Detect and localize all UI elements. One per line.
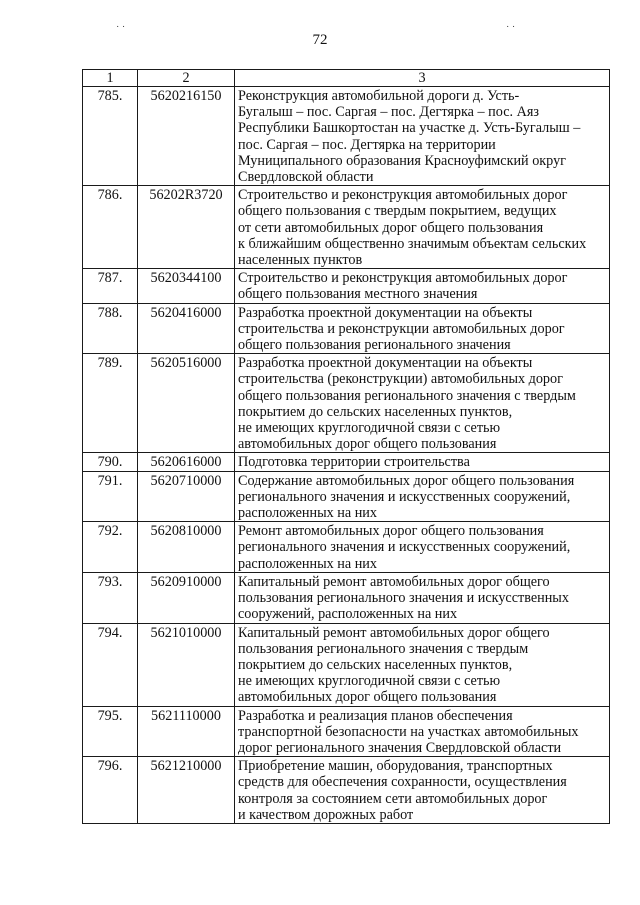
- row-number: 787.: [83, 269, 138, 303]
- table-row: [83, 186, 610, 269]
- scan-mark-left: ˙ ˙: [116, 25, 126, 36]
- row-number: 786.: [83, 186, 138, 269]
- table-row: [83, 354, 610, 453]
- description-line: Разработка проектной документации на объекты: [238, 304, 533, 321]
- table-body: [83, 87, 610, 824]
- description-line: к ближайшим общественно значимым объектам сельских: [238, 235, 587, 252]
- description-line: сооружений, расположенных на них: [238, 606, 458, 623]
- description-line: строительства и реконструкции автомобильных дорог: [238, 320, 565, 337]
- row-description: [235, 453, 610, 471]
- row-description: [235, 706, 610, 757]
- row-number: 792.: [83, 522, 138, 573]
- description-line: расположенных на них: [238, 505, 377, 522]
- description-line: Разработка проектной документации на объекты: [238, 355, 533, 372]
- description-line: общего пользования регионального значения: [238, 337, 511, 354]
- row-number: 785.: [83, 87, 138, 186]
- table-row: [83, 757, 610, 824]
- scan-mark-right: ˙ ˙: [506, 25, 516, 36]
- description-line: автомобильных дорог общего пользования: [238, 436, 497, 453]
- row-description: [235, 354, 610, 453]
- description-line: Приобретение машин, оборудования, транспортных: [238, 758, 553, 775]
- description-line: не имеющих круглогодичной связи с сетью: [238, 673, 501, 690]
- row-description: [235, 522, 610, 573]
- description-line: Реконструкция автомобильной дороги д. Усть-: [238, 88, 520, 104]
- row-description: [235, 269, 610, 303]
- row-number: 795.: [83, 706, 138, 757]
- description-line: Муниципального образования Красноуфимский округ: [238, 152, 566, 169]
- row-number: 794.: [83, 623, 138, 706]
- row-description: [235, 471, 610, 522]
- row-number: 793.: [83, 572, 138, 623]
- description-line: и качеством дорожных работ: [238, 806, 414, 823]
- table-row: [83, 453, 610, 471]
- table-row: [83, 303, 610, 354]
- description-line: автомобильных дорог общего пользования: [238, 689, 497, 706]
- description-line: покрытием до сельских населенных пунктов,: [238, 656, 513, 673]
- description-line: Строительство и реконструкция автомобильных дорог: [238, 270, 568, 287]
- description-line: контроля за состоянием сети автомобильных дорог: [238, 790, 548, 807]
- row-description: [235, 186, 610, 269]
- description-line: пос. Саргая – пос. Дегтярка на территории: [238, 136, 496, 153]
- description-line: Свердловской области: [238, 169, 374, 186]
- row-description: [235, 623, 610, 706]
- description-line: расположенных на них: [238, 555, 377, 572]
- description-line: пользования регионального значения с твердым: [238, 640, 529, 657]
- description-line: Подготовка территории строительства: [238, 454, 470, 471]
- row-code: 5621010000: [138, 623, 235, 706]
- page-number: 72: [312, 32, 328, 48]
- description-line: регионального значения и искусственных сооружений,: [238, 539, 571, 556]
- column-header-description: 3: [235, 70, 610, 87]
- row-code: 5620616000: [138, 453, 235, 471]
- table-row: [83, 522, 610, 573]
- row-code: 5621210000: [138, 757, 235, 824]
- row-description: [235, 572, 610, 623]
- description-line: строительства (реконструкции) автомобильных дорог: [238, 371, 563, 388]
- row-description: [235, 87, 610, 186]
- description-line: Капитальный ремонт автомобильных дорог общего: [238, 573, 550, 590]
- row-description: [235, 757, 610, 824]
- row-code: 5620910000: [138, 572, 235, 623]
- budget-classification-table: [82, 69, 610, 824]
- table-row: [83, 471, 610, 522]
- row-code: 5620344100: [138, 269, 235, 303]
- row-code: 5621110000: [138, 706, 235, 757]
- table-header-row: [83, 70, 610, 87]
- table-row: [83, 269, 610, 303]
- row-number: 789.: [83, 354, 138, 453]
- description-line: дорог регионального значения Свердловской области: [238, 739, 562, 756]
- description-line: средств для обеспечения сохранности, осуществления: [238, 774, 567, 791]
- table-row: [83, 87, 610, 186]
- table-row: [83, 623, 610, 706]
- row-code: 5620516000: [138, 354, 235, 453]
- row-number: 791.: [83, 471, 138, 522]
- description-line: не имеющих круглогодичной связи с сетью: [238, 420, 501, 437]
- row-code: 5620216150: [138, 87, 235, 186]
- description-line: Строительство и реконструкция автомобильных дорог: [238, 187, 568, 204]
- description-line: покрытием до сельских населенных пунктов,: [238, 403, 513, 420]
- description-line: Бугалыш – пос. Саргая – пос. Дегтярка – пос. Аяз: [238, 104, 539, 121]
- description-line: транспортной безопасности на участках автомобильных: [238, 723, 579, 740]
- description-line: пользования регионального значения и искусственных: [238, 590, 569, 607]
- description-line: Разработка и реализация планов обеспечения: [238, 707, 513, 724]
- row-code: 5620710000: [138, 471, 235, 522]
- description-line: общего пользования регионального значения с твердым: [238, 387, 576, 404]
- table-row: [83, 572, 610, 623]
- column-header-code: 2: [138, 70, 235, 87]
- row-code: 5620810000: [138, 522, 235, 573]
- description-line: Содержание автомобильных дорог общего пользования: [238, 472, 575, 489]
- description-line: от сети автомобильных дорог общего пользования: [238, 219, 544, 236]
- column-header-number: 1: [83, 70, 138, 87]
- row-description: [235, 303, 610, 354]
- row-number: 788.: [83, 303, 138, 354]
- description-line: общего пользования с твердым покрытием, ведущих: [238, 203, 557, 220]
- description-line: Республики Башкортостан на участке д. Усть-Бугалыш –: [238, 120, 581, 137]
- row-number: 790.: [83, 453, 138, 471]
- description-line: населенных пунктов: [238, 252, 363, 269]
- row-code: 56202R3720: [138, 186, 235, 269]
- row-number: 796.: [83, 757, 138, 824]
- description-line: Капитальный ремонт автомобильных дорог общего: [238, 624, 550, 641]
- description-line: Ремонт автомобильных дорог общего пользования: [238, 523, 544, 540]
- description-line: регионального значения и искусственных сооружений,: [238, 488, 571, 505]
- row-code: 5620416000: [138, 303, 235, 354]
- table-row: [83, 706, 610, 757]
- description-line: общего пользования местного значения: [238, 286, 478, 303]
